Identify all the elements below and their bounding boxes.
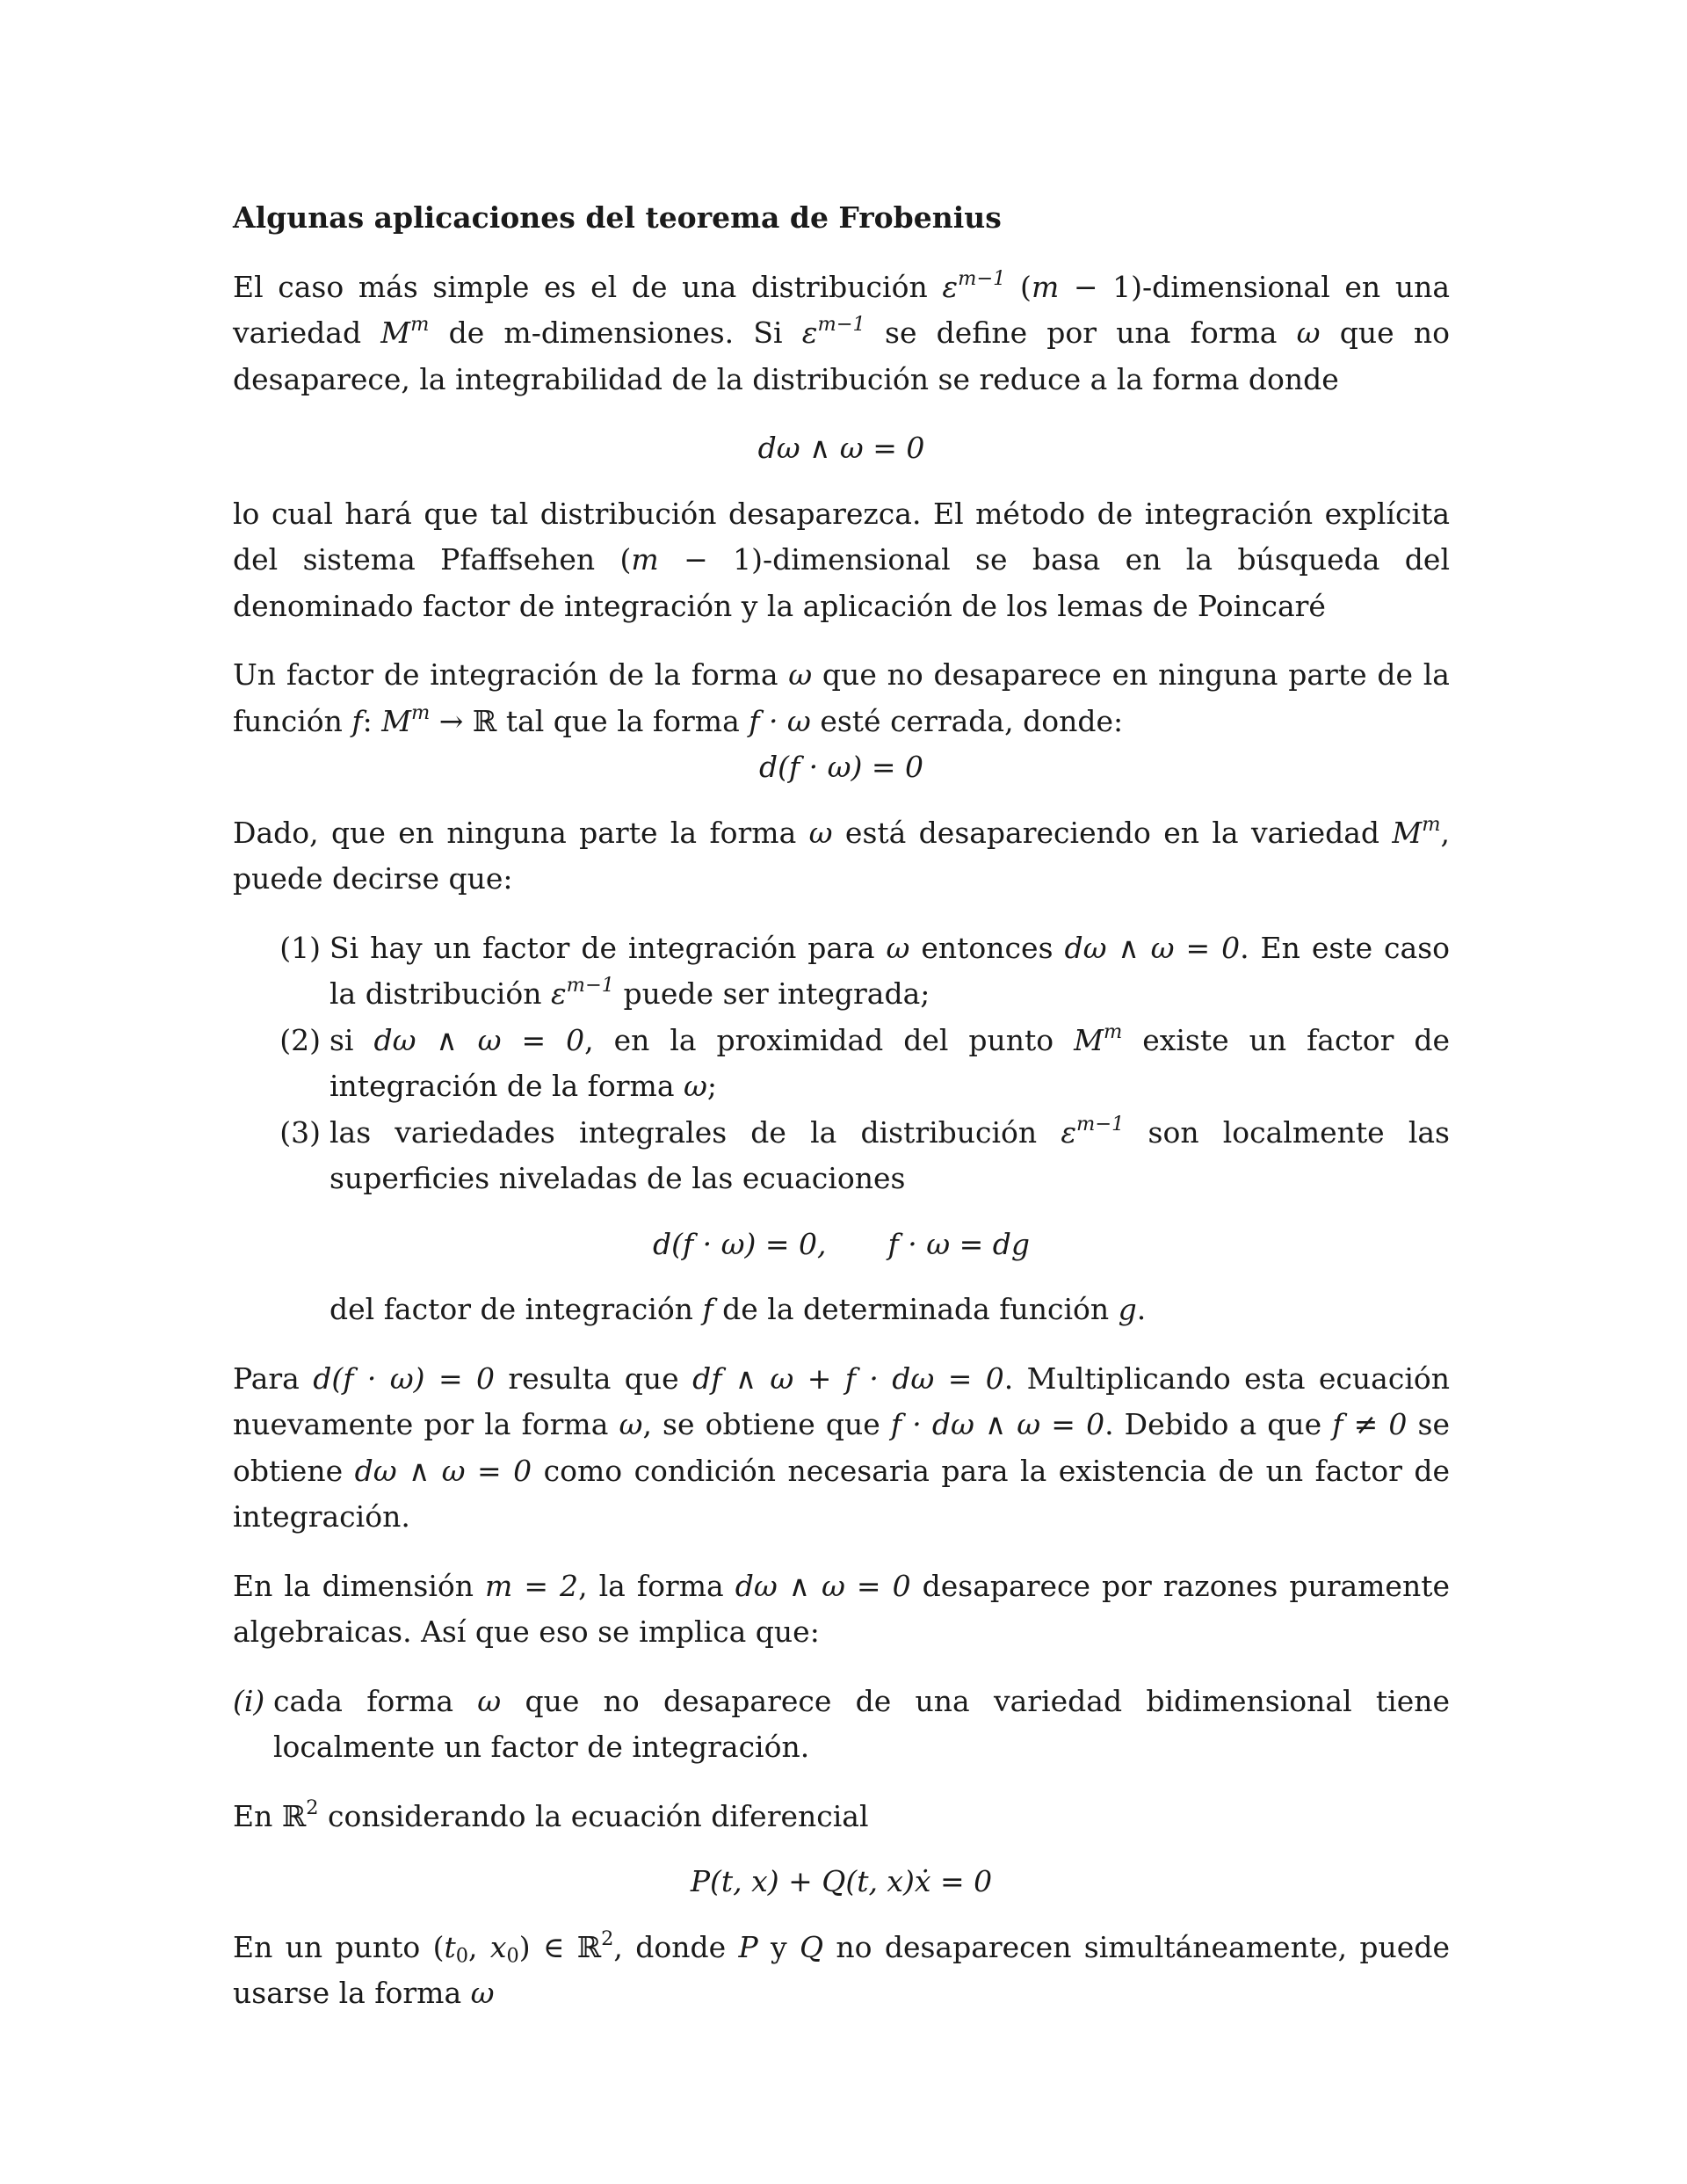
- paragraph-3: Un factor de integración de la forma ω que no desaparece en ninguna parte de la función f: $M^m$ → ℝ tal que la forma f · ω esté cerrada, donde:: [233, 657, 1450, 738]
- list-item-3-continuation: del factor de integración f de la determinada función g.: [329, 1292, 1147, 1326]
- list-item-1: (1) Si hay un factor de integración para ω entonces dω ∧ ω = 0. En este caso la distribución $\varepsilon^{m-1}$ puede ser integrada;: [279, 930, 1451, 1011]
- equation-1: dω ∧ ω = 0: [757, 431, 925, 465]
- paragraph-6: En la dimensión m = 2, la forma dω ∧ ω = 0 desaparece por razones puramente algebraicas. Así que eso se implica que:: [233, 1568, 1451, 1649]
- paragraph-2: lo cual hará que tal distribución desaparezca. El método de integración explícita del sistema Pfaffsehen (m − 1)-dimensional se basa en la búsqueda del denominado factor de integración y la aplicación de los lemas de Poincaré: [233, 496, 1450, 623]
- paragraph-1: El caso más simple es el de una distribución $\varepsilon^{m-1}$ (m − 1)-dimensional en una variedad $M^m$ de m-dimensiones. Si $\varepsilon^{m-1}$ se define por una forma ω que no desaparece, la integrabilidad de la distribución se reduce a la forma donde: [233, 266, 1451, 396]
- paragraph-4: Dado, que en ninguna parte la forma ω está desapareciendo en la variedad $M^m$, puede decirse que:: [233, 812, 1450, 896]
- document-body: [233, 195, 1450, 2040]
- section-title: Algunas aplicaciones del teorema de Frobenius: [233, 200, 1002, 235]
- equation-list-3: d(f · ω) = 0, f · ω = dg: [652, 1226, 1031, 1261]
- paragraph-7: En ℝ$^2$ considerando la ecuación diferencial: [233, 1796, 869, 1833]
- paragraph-8: En un punto ($t_0$, $x_0$) ∈ ℝ$^2$, donde P y Q no desaparecen simultáneamente, puede usarse la forma ω: [233, 1926, 1450, 2010]
- list-item-i: (i) cada forma ω que no desaparece de una variedad bidimensional tiene localmente un factor de integración.: [233, 1683, 1450, 1764]
- paragraph-5: Para d(f · ω) = 0 resulta que df ∧ ω + f · dω = 0. Multiplicando esta ecuación nuevamente por la forma ω, se obtiene que f · dω ∧ ω = 0. Debido a que f ≠ 0 se obtiene dω ∧ ω = 0 como condición necesaria para la existencia de un factor de integración.: [233, 1360, 1451, 1534]
- enumerated-list: [233, 925, 1450, 1333]
- equation-3: P(t, x) + Q(t, x)ẋ = 0: [690, 1864, 993, 1898]
- list-item-3: (3) las variedades integrales de la distribución $\varepsilon^{m-1}$ son localmente las superficies niveladas de las ecuaciones: [279, 1112, 1450, 1195]
- list-item-2: (2) si dω ∧ ω = 0, en la proximidad del punto $M^m$ existe un factor de integración de la forma ω;: [279, 1019, 1450, 1103]
- equation-2: d(f · ω) = 0: [758, 750, 924, 784]
